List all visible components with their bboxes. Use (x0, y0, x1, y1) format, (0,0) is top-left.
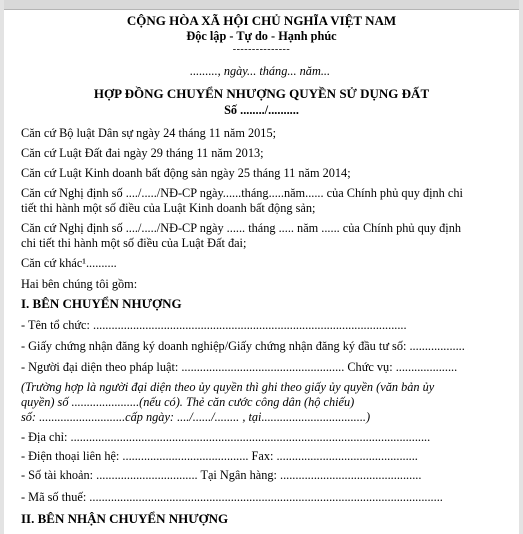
field-legal-representative: - Người đại diện theo pháp luật: ..................................................... Chức vụ: .................... (21, 360, 458, 374)
contract-title: HỢP ĐỒNG CHUYỂN NHƯỢNG QUYỀN SỬ DỤNG ĐẤT (93, 86, 430, 101)
field-tax-code: - Mã số thuế: ................................................................................................................... (21, 490, 443, 504)
contract-number: Số ......../.......... (224, 103, 299, 117)
national-title: CỘNG HÒA XÃ HỘI CHỦ NGHĨA VIỆT NAM (126, 13, 397, 28)
legal-basis-line: chi tiết thi hành một số điều của Luật Đất đai; (21, 236, 247, 250)
section-2-heading: II. BÊN NHẬN CHUYỂN NHƯỢNG (21, 511, 229, 526)
section-1-heading: I. BÊN CHUYỂN NHƯỢNG (21, 296, 182, 311)
legal-basis-line: Căn cứ Luật Đất đai ngày 29 tháng 11 năm 2013; (21, 146, 264, 160)
legal-basis-line: Căn cứ khác¹.......... (21, 256, 117, 270)
legal-basis-line: Căn cứ Luật Kinh doanh bất động sản ngày 25 tháng 11 năm 2014; (21, 166, 351, 180)
legal-basis-line: Căn cứ Bộ luật Dân sự ngày 24 tháng 11 năm 2015; (21, 126, 277, 140)
national-motto: Độc lập - Tự do - Hạnh phúc (186, 29, 337, 43)
field-business-registration: - Giấy chứng nhận đăng ký doanh nghiệp/Giấy chứng nhận đăng ký đầu tư số: .................. (21, 339, 465, 353)
field-phone-fax: - Điện thoại liên hệ: ......................................... Fax: .............................................. (21, 449, 418, 463)
motto-rule: --------------- (232, 44, 291, 55)
authorization-note: số: ............................cấp ngày: ..../....../........ , tại..................................) (21, 410, 371, 424)
authorization-note: (Trường hợp là người đại diện theo ủy quyền thì ghi theo giấy ủy quyền (văn bản ủy (21, 380, 435, 394)
field-organization-name: - Tên tổ chức: ...................................................................................................... (21, 318, 407, 332)
date-line: ........., ngày... tháng... năm... (190, 64, 331, 78)
legal-basis-line: Căn cứ Nghị định số ..../...../NĐ-CP ngày......tháng.....năm...... của Chính phủ quy định chi (21, 186, 463, 200)
legal-basis-line: tiết thi hành một số điều của Luật Kinh doanh bất động sản; (21, 201, 316, 215)
field-bank-account: - Số tài khoản: ................................. Tại Ngân hàng: .............................................. (21, 468, 422, 482)
field-address: - Địa chỉ: ..................................................................................................................... (21, 430, 431, 444)
authorization-note: quyền) số ......................(nếu có). Thẻ căn cước công dân (hộ chiếu) (21, 395, 355, 409)
parties-intro: Hai bên chúng tôi gồm: (21, 277, 138, 291)
legal-basis-line: Căn cứ Nghị định số ..../...../NĐ-CP ngày ...... tháng ..... năm ...... của Chính phủ quy định (21, 221, 461, 235)
